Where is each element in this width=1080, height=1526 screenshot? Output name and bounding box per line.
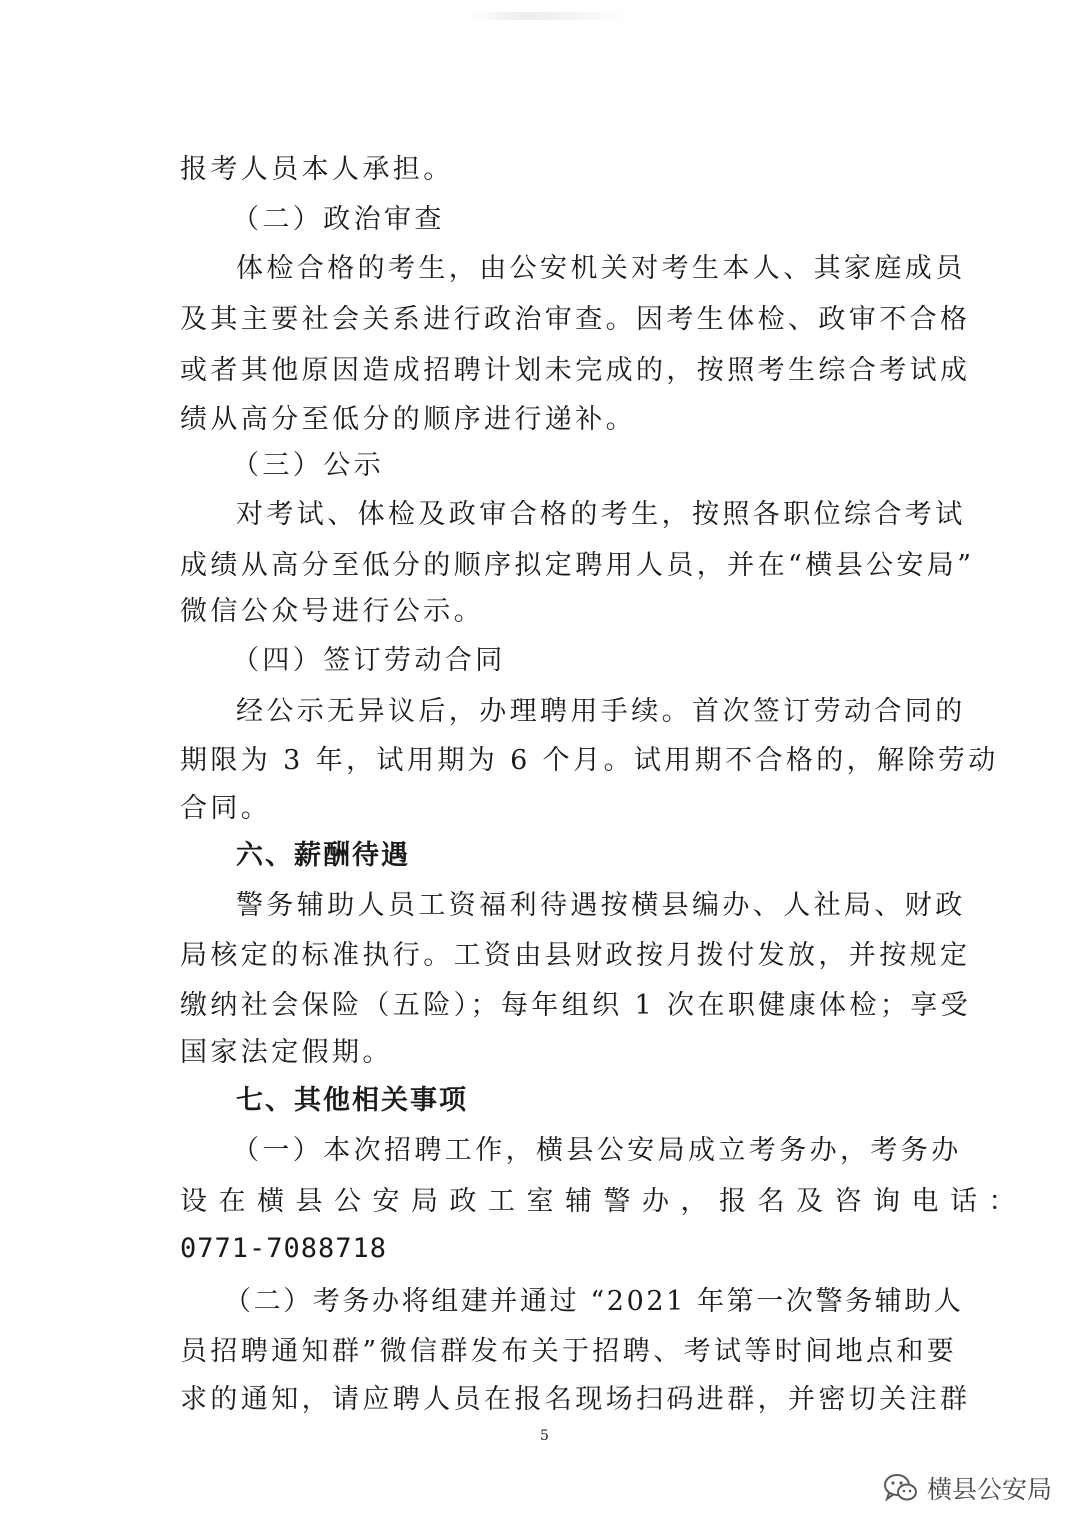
text-line: 成绩从高分至低分的顺序拟定聘用人员，并在“横县公安局” <box>180 550 975 581</box>
text-line: 警务辅助人员工资福利待遇按横县编办、人社局、财政 <box>236 890 966 921</box>
watermark-text: 横县公安局 <box>926 1475 1052 1504</box>
text-line: 及其主要社会关系进行政治审查。因考生体检、政审不合格 <box>180 304 971 335</box>
text-line: 体检合格的考生，由公安机关对考生本人、其家庭成员 <box>236 253 966 284</box>
text-line: 报考人员本人承担。 <box>180 154 454 185</box>
text-line: 合同。 <box>180 793 272 824</box>
wechat-icon <box>883 1473 919 1503</box>
text-line: 期限为 3 年，试用期为 6 个月。试用期不合格的，解除劳动 <box>180 745 999 776</box>
section-heading: （三）公示 <box>232 450 384 481</box>
text-line: （二）考务办将组建并通过 “2021 年第一次警务辅助人 <box>224 1286 964 1317</box>
section-heading: （二）政治审查 <box>232 204 445 235</box>
text-line: 对考试、体检及政审合格的考生，按照各职位综合考试 <box>236 499 966 530</box>
chapter-heading: 六、薪酬待遇 <box>236 840 410 871</box>
text-line: 设在横县公安局政工室辅警办，报名及咨询电话： <box>180 1186 1027 1217</box>
text-line: 缴纳社会保险（五险）；每年组织 1 次在职健康体检；享受 <box>180 990 972 1021</box>
text-line: 国家法定假期。 <box>180 1037 393 1068</box>
text-line: 微信公众号进行公示。 <box>180 596 484 627</box>
page-number: 5 <box>540 1428 549 1444</box>
chapter-heading: 七、其他相关事项 <box>236 1085 468 1116</box>
text-line: 局核定的标准执行。工资由县财政按月拨付发放，并按规定 <box>180 940 971 971</box>
text-line: （一）本次招聘工作，横县公安局成立考务办，考务办 <box>232 1135 962 1166</box>
section-heading: （四）签订劳动合同 <box>232 645 506 676</box>
wechat-watermark <box>883 1470 1052 1506</box>
text-line: 经公示无异议后，办理聘用手续。首次签订劳动合同的 <box>236 696 966 727</box>
text-line: 绩从高分至低分的顺序进行递补。 <box>180 404 636 435</box>
phone-number: 0771-7088718 <box>180 1233 388 1264</box>
text-line: 或者其他原因造成招聘计划未完成的，按照考生综合考试成 <box>180 355 971 386</box>
text-line: 求的通知，请应聘人员在报名现场扫码进群，并密切关注群 <box>180 1384 971 1415</box>
text-line: 员招聘通知群”微信群发布关于招聘、考试等时间地点和要 <box>180 1336 958 1367</box>
